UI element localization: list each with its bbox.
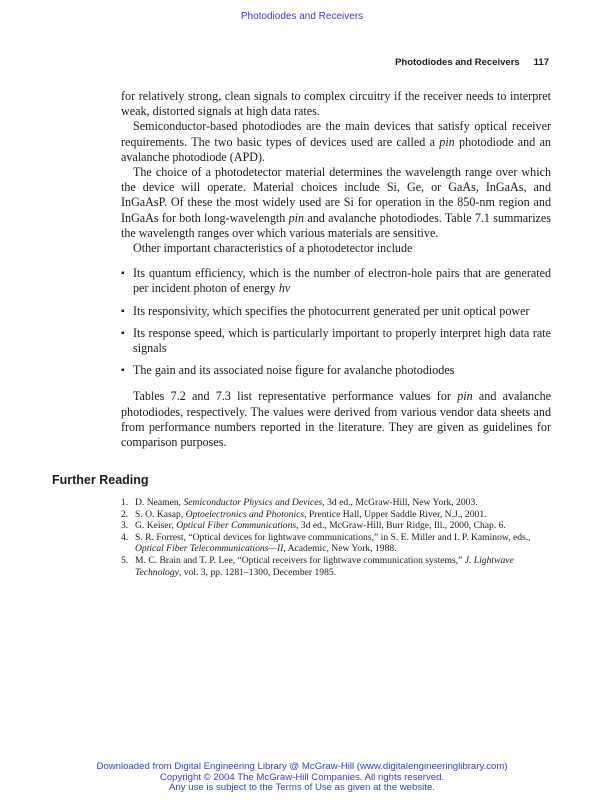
top-chapter-link[interactable]: Photodiodes and Receivers	[240, 11, 364, 22]
paragraph-continuation: for relatively strong, clean signals to complex circuitry if the receiver needs to interpret weak, distorted signals at high data rates.	[121, 89, 551, 119]
italic-term: hν	[278, 281, 291, 296]
further-reading-heading: Further Reading	[52, 473, 149, 487]
reference-number: 5.	[121, 554, 129, 566]
reference-title: Semiconductor Physics and Devices	[183, 497, 323, 508]
reference-number: 4.	[121, 531, 129, 543]
running-header	[395, 57, 549, 68]
characteristics-list	[121, 266, 551, 378]
reference-title: Optical Fiber Communications	[176, 520, 297, 532]
reference-title: Optical Fiber Telecommunications—II	[135, 543, 284, 555]
list-item	[121, 304, 551, 319]
list-item-text: The gain and its associated noise figure for avalanche photodiodes	[133, 363, 455, 378]
footer-download-link[interactable]: Downloaded from Digital Engineering Library @ McGraw-Hill (www.digitalengineeringlibrary.com)	[96, 761, 508, 772]
list-item-text: Its responsivity, which specifies the photocurrent generated per unit optical power	[133, 303, 530, 318]
list-item-text: Its response speed, which is particularly important to properly interpret high data rate signals	[133, 325, 551, 356]
paragraph-text: The choice of a photodetector material determines the wavelength range over which the device will operate. Material choices include Si, Ge, or GaAs, InGaAs, and InGaAsP. Of these the most widely used are Si for operation in the 850-nm region and InGaAs for both long-wavelength	[121, 165, 551, 225]
list-item	[121, 326, 551, 356]
reference-title: J. Lightwave Technology	[135, 554, 514, 578]
running-head-title: Photodiodes and Receivers	[395, 57, 520, 68]
bullet-icon: ▪	[121, 327, 125, 339]
paragraph-tables	[121, 389, 551, 450]
italic-term: pin	[439, 134, 455, 149]
list-item	[121, 363, 551, 378]
reference-text: D. Neamen,	[135, 497, 184, 508]
list-item-text: Its quantum efficiency, which is the number of electron-hole pairs that are generated per incident photon of energy	[133, 266, 551, 296]
paragraph-materials	[121, 165, 551, 241]
reference-number: 1.	[121, 497, 129, 508]
reference-item	[121, 520, 553, 532]
reference-title: Optoelectronics and Photonics	[185, 508, 305, 520]
footer-terms-link[interactable]: Any use is subject to the Terms of Use as given at the website.	[169, 782, 435, 794]
paragraph-text: Semiconductor-based photodiodes are the main devices that satisfy optical receiver requirements. The two basic types of devices used are called a	[121, 119, 551, 149]
paragraph-text: Tables 7.2 and 7.3 list representative performance values for	[133, 389, 458, 404]
paragraph-text: and avalanche photodiodes, respectively. The values were derived from various vendor data sheets and from performance numbers reported in the literature. They are given as guidelines for comparison purposes.	[121, 389, 551, 450]
footer-notice	[0, 762, 604, 794]
paragraph-text: photodiode and an avalanche photodiode (APD).	[121, 134, 551, 164]
italic-term: pin	[288, 210, 305, 225]
reference-text: , 3d ed., McGraw-Hill, New York, 2003.	[322, 497, 478, 508]
reference-list	[121, 497, 553, 578]
reference-item	[121, 555, 553, 578]
footer-copyright[interactable]: Copyright © 2004 The McGraw-Hill Companies. All rights reserved.	[159, 771, 445, 783]
reference-text: M. C. Brain and T. P. Lee, “Optical receivers for lightwave communication systems,”	[135, 554, 465, 566]
reference-text: , 3d ed., McGraw-Hill, Burr Ridge, Ill., 2000, Chap. 6.	[296, 520, 506, 532]
page-number: 117	[533, 57, 549, 68]
bullet-icon: ▪	[121, 365, 125, 377]
reference-item	[121, 497, 553, 509]
reference-item	[121, 509, 553, 521]
reference-text: G. Keiser,	[135, 520, 177, 532]
bullet-icon: ▪	[121, 305, 125, 317]
reference-text: S. R. Forrest, “Optical devices for lightwave communications,” in S. E. Miller and I. P. Kaminow, eds.,	[135, 531, 531, 543]
body-text	[121, 89, 551, 450]
reference-text: , vol. 3, pp. 1281–1300, December 1985.	[178, 566, 337, 578]
reference-number: 3.	[121, 520, 129, 532]
bullet-icon: ▪	[121, 268, 125, 280]
reference-item	[121, 532, 553, 555]
list-item	[121, 266, 551, 296]
reference-text: , Prentice Hall, Upper Saddle River, N.J., 2001.	[304, 508, 487, 520]
paragraph-characteristics-intro: Other important characteristics of a photodetector include	[133, 241, 413, 256]
paragraph-photodiodes	[121, 119, 551, 165]
reference-number: 2.	[121, 508, 129, 520]
italic-term: pin	[457, 389, 473, 404]
reference-text: S. O. Kasap,	[135, 508, 186, 520]
paragraph-text: and avalanche photodiodes. Table 7.1 summarizes the wavelength ranges over which various materials are sensitive.	[121, 210, 551, 240]
reference-text: , Academic, New York, 1988.	[283, 543, 397, 555]
